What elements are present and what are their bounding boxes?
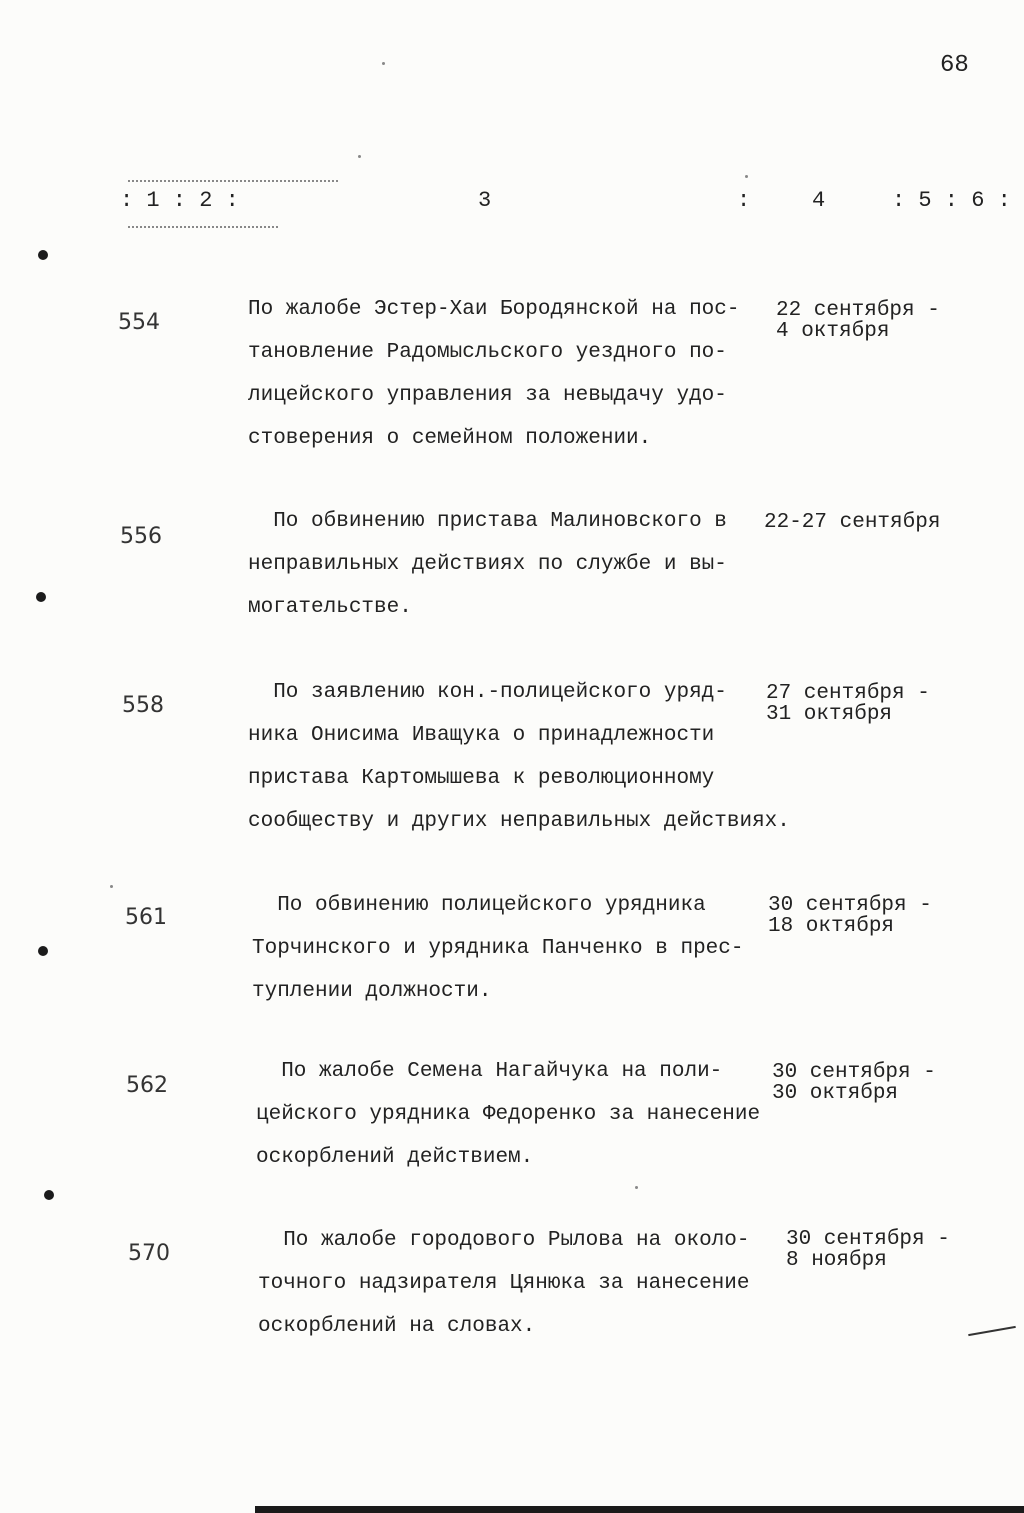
entry-date: 30 сентября - 8 ноября xyxy=(786,1228,950,1272)
entry-number: 554 xyxy=(118,310,160,335)
entry-text: По обвинению полицейского урядника Торчинского и урядника Панченко в прес- туплении должности. xyxy=(252,894,744,1003)
page-number: 68 xyxy=(940,52,969,79)
entry-text: По заявлению кон.-полицейского уряд- ника Онисима Иващука о принадлежности пристава Картомышева к революционному сообществу и других неправильных действиях. xyxy=(248,681,790,833)
scan-speck xyxy=(635,1186,638,1189)
entry-date: 30 сентября - 30 октября xyxy=(772,1061,936,1105)
entry-date: 27 сентября - 31 октября xyxy=(766,682,930,726)
entry-number: 561 xyxy=(125,905,167,930)
column-header-4: 4 xyxy=(812,188,826,213)
binder-hole-mark xyxy=(36,592,46,602)
entry-text: По обвинению пристава Малиновского в неправильных действиях по службе и вы- могательстве. xyxy=(248,510,727,619)
entry-number: 562 xyxy=(126,1073,168,1098)
scan-speck xyxy=(382,62,385,65)
entry-date: 22-27 сентября xyxy=(764,511,941,534)
pen-stroke xyxy=(968,1326,1016,1336)
scan-speck xyxy=(745,175,748,178)
column-header-1-2: : 1 : 2 : xyxy=(120,188,239,213)
entry-text: По жалобе Семена Нагайчука на поли- цейского урядника Федоренко за нанесение оскорблений действием. xyxy=(256,1060,761,1169)
entry-number: 558 xyxy=(122,693,164,718)
column-header-5-6: : 5 : 6 : xyxy=(892,188,1011,213)
entry-number: 570 xyxy=(128,1241,170,1266)
binder-hole-mark xyxy=(44,1190,54,1200)
entry-text: По жалобе городового Рылова на около- точного надзирателя Цянюка за нанесение оскорблений на словах. xyxy=(258,1229,750,1338)
header-rule-top xyxy=(128,180,338,182)
entry-date: 22 сентября - 4 октября xyxy=(776,299,940,343)
column-header-3: 3 xyxy=(478,188,492,213)
entry-number: 556 xyxy=(120,524,162,549)
binder-hole-mark xyxy=(38,250,48,260)
binder-hole-mark xyxy=(38,946,48,956)
column-header-separator: : xyxy=(737,188,751,213)
column-header xyxy=(115,188,1024,222)
entry-date: 30 сентября - 18 октября xyxy=(768,894,932,938)
page-bottom-edge xyxy=(255,1506,1024,1513)
header-rule-bottom xyxy=(128,226,278,228)
scan-speck xyxy=(110,885,113,888)
entry-text: По жалобе Эстер-Хаи Бородянской на пос- тановление Радомысльского уездного по- лицейского управления за невыдачу удо- стоверения о семейном положении. xyxy=(248,298,740,450)
scan-speck xyxy=(358,155,361,158)
